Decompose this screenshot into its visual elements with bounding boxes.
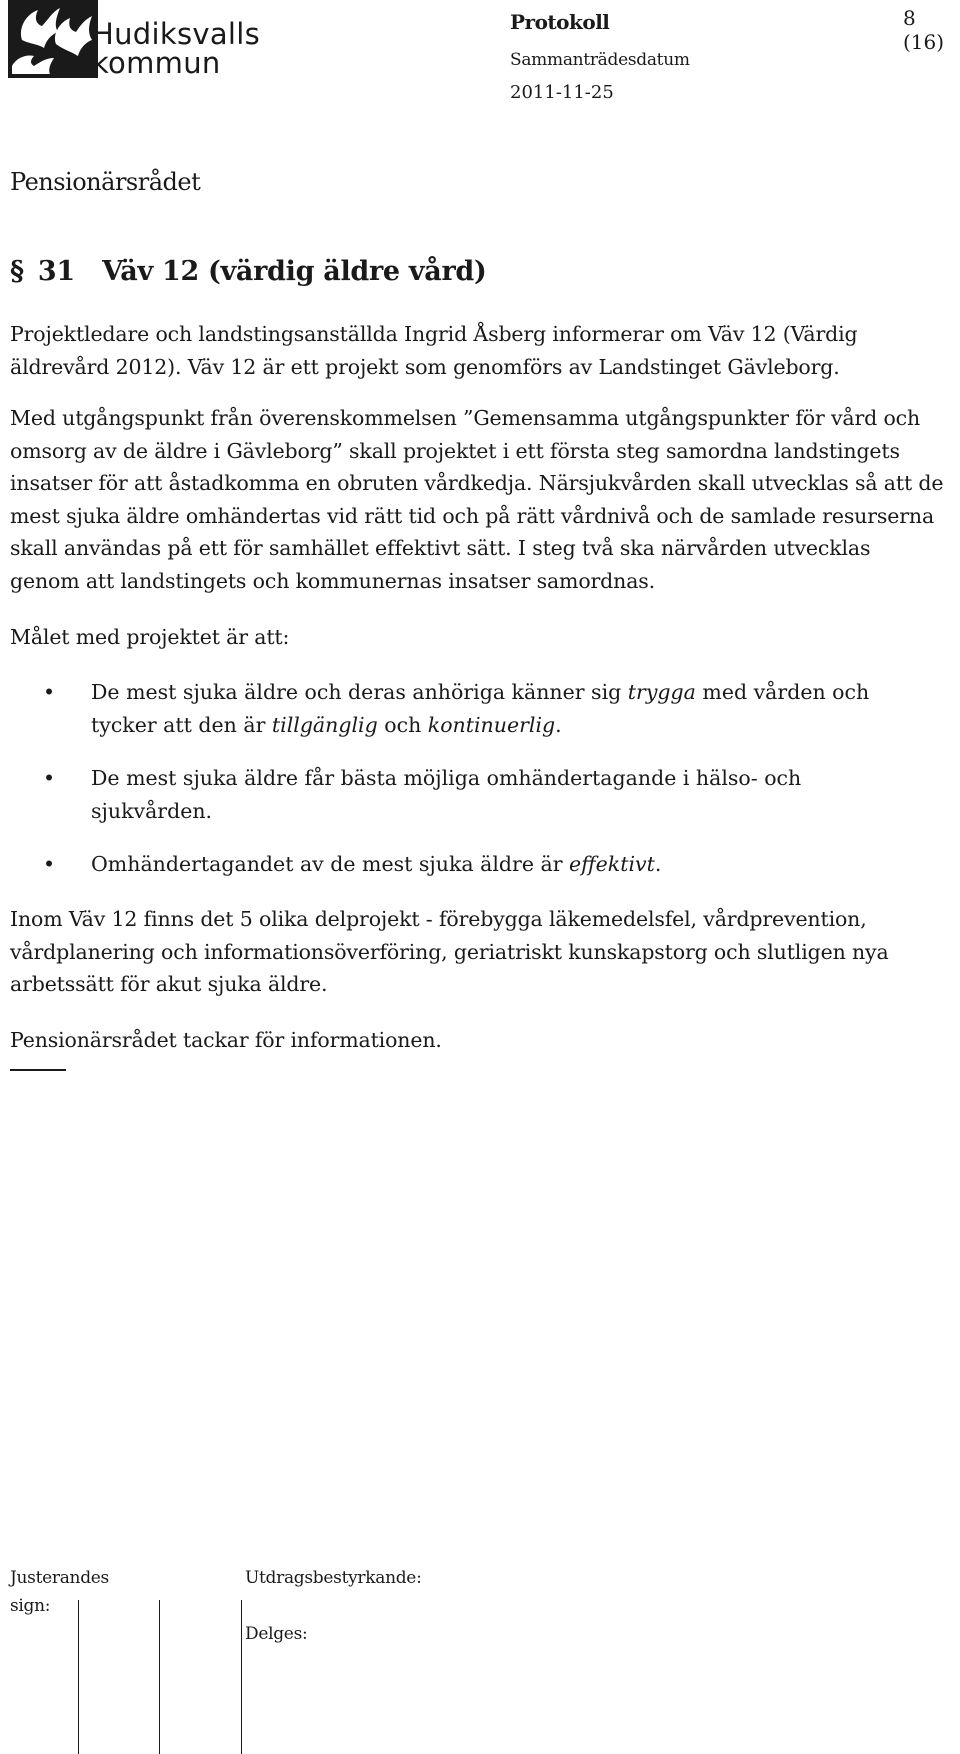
section-title: Väv 12 (värdig äldre vård) xyxy=(102,256,487,287)
emphasis: effektivt xyxy=(569,852,655,876)
utdragsbestyrkande-label: Utdragsbestyrkande: xyxy=(245,1568,422,1588)
end-divider xyxy=(10,1069,66,1071)
logo-icon xyxy=(8,0,98,78)
list-item-text: Omhändertagandet av de mest sjuka äldre är effektivt. xyxy=(91,852,662,876)
bullet-icon: • xyxy=(43,680,56,704)
document-type: Protokoll xyxy=(510,10,610,34)
list-item-text: De mest sjuka äldre och deras anhöriga känner sig trygga med vården och tycker att den är tillgänglig och kontinuerlig. xyxy=(91,680,870,737)
paragraph-subprojects: Inom Väv 12 finns det 5 olika delprojekt - förebygga läkemedelsfel, vårdprevention, vårdplanering och informationsöverföring, geriatriskt kunskapstorg och slutligen nya arbetssätt för akut sjuka äldre. xyxy=(10,907,889,996)
list-item xyxy=(43,676,923,742)
section-symbol: § xyxy=(10,256,24,287)
signature-divider xyxy=(241,1600,242,1754)
page-number: 8 (16) xyxy=(903,6,945,54)
signature-divider xyxy=(78,1600,79,1754)
emphasis: tillgänglig xyxy=(271,713,378,737)
delges-label: Delges: xyxy=(245,1624,308,1644)
logo-line-2: kommun xyxy=(92,46,221,80)
emphasis: trygga xyxy=(627,680,696,704)
list-item xyxy=(43,848,923,881)
list-item xyxy=(43,762,923,828)
paragraph-intro: Projektledare och landstingsanställda Ingrid Åsberg informerar om Väv 12 (Värdig äldrevård 2012). Väv 12 är ett projekt som genomförs av Landstinget Gävleborg. xyxy=(10,322,858,379)
section-number: 31 xyxy=(37,256,75,287)
bullet-icon: • xyxy=(43,852,56,876)
logo-line-1: Hudiksvalls xyxy=(92,17,261,51)
section-heading xyxy=(10,256,486,287)
signature-divider xyxy=(159,1600,160,1754)
meeting-date: 2011-11-25 xyxy=(510,82,614,103)
organization-name: Pensionärsrådet xyxy=(10,168,201,196)
paragraph-background: Med utgångspunkt från överenskommelsen ”Gemensamma utgångspunkter för vård och omsorg av de äldre i Gävleborg” skall projektet i ett första steg samordna landstingets insatser för att åstadkomma en obruten vårdkedja. Närsjukvården skall utvecklas så att de mest sjuka äldre omhändertas vid rätt tid och på rätt vårdnivå och de samlade resurserna skall användas på ett för samhället effektivt sätt. I steg två ska närvården utvecklas genom att landstingets och kommunernas insatser samordnas. xyxy=(10,406,944,593)
justerandes-sign-label: Justerandes sign: xyxy=(10,1568,109,1616)
paragraph-closing: Pensionärsrådet tackar för informationen. xyxy=(10,1028,442,1052)
emphasis: kontinuerlig xyxy=(427,713,556,737)
logo-wordmark xyxy=(92,17,261,80)
meeting-date-label: Sammanträdesdatum xyxy=(510,50,690,70)
list-item-text: De mest sjuka äldre får bästa möjliga omhändertagande i hälso- och sjukvården. xyxy=(91,766,802,823)
bullet-icon: • xyxy=(43,766,56,790)
paragraph-goal-intro: Målet med projektet är att: xyxy=(10,625,290,649)
